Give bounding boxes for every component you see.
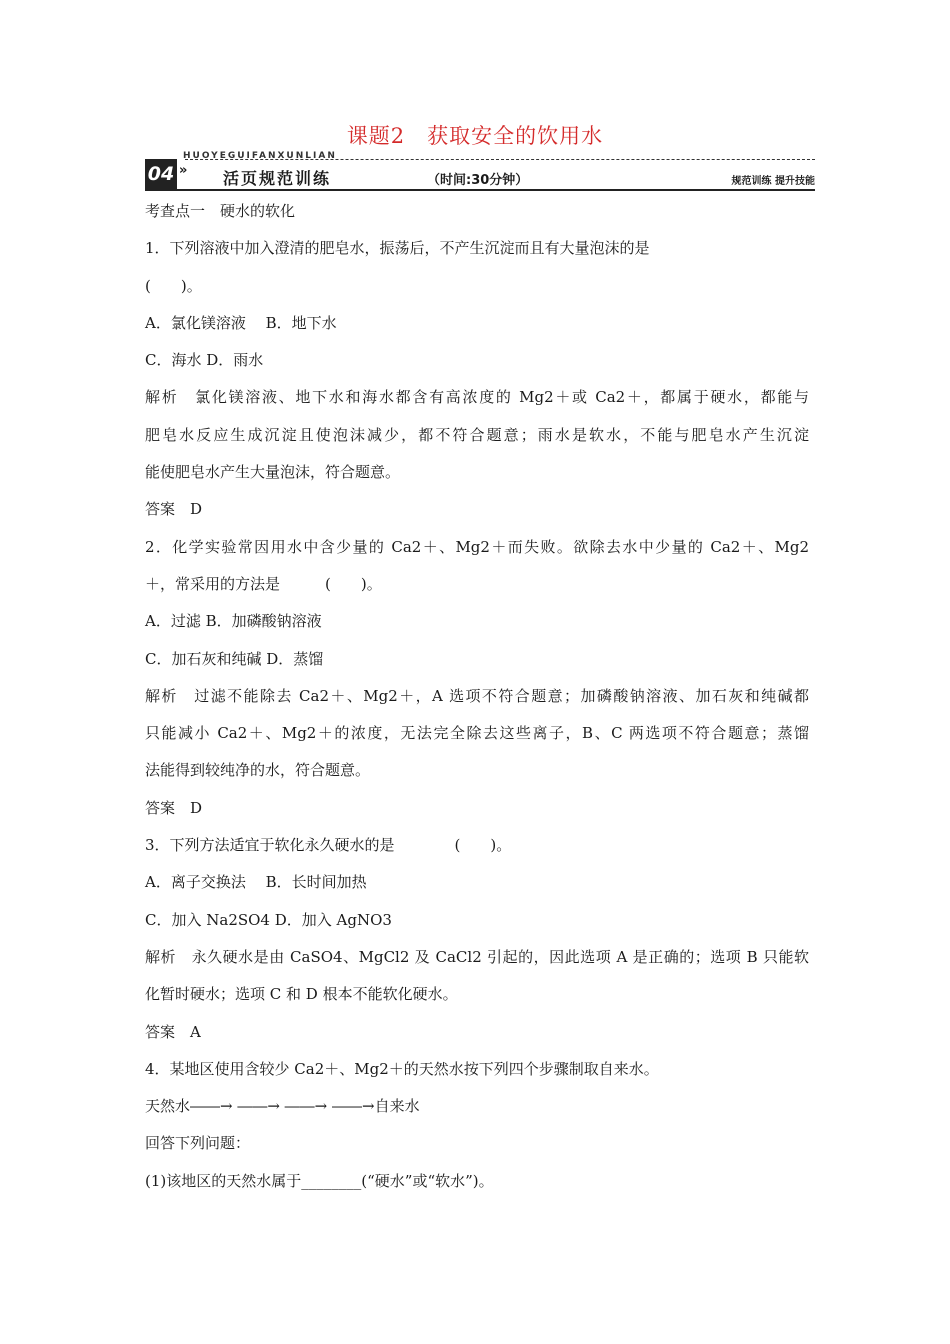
question-4-flow: 天然水――→ ――→ ――→ ――→自来水 [145,1097,420,1116]
question-2-options-ab: A．过滤 B．加磷酸钠溶液 [145,612,322,631]
question-1-analysis-line: 肥皂水反应生成沉淀且使泡沫减少，都不符合题意；雨水是软水，不能与肥皂水产生沉淀 [145,425,809,444]
question-2-analysis-line: 只能减小 Ca2＋、Mg2＋的浓度，无法完全除去这些离子，B、C 两选项不符合题意；蒸馏 [145,724,809,743]
question-3-options-ab: A．离子交换法 B．长时间加热 [145,873,367,892]
question-1-options-cd: C．海水 D．雨水 [145,351,264,370]
question-3-analysis-line: 解析 永久硬水是由 CaSO4、MgCl2 及 CaCl2 引起的，因此选项 A 是正确的；选项 B 只能软 [145,947,809,966]
section-banner [145,151,815,191]
question-3-answer: 答案 A [145,1022,201,1041]
chevron-icon: » [179,163,188,178]
document-body [145,196,809,1203]
question-1-stem: 1．下列溶液中加入澄清的肥皂水，振荡后，不产生沉淀而且有大量泡沫的是 [145,239,650,258]
question-1-analysis-line: 能使肥皂水产生大量泡沫，符合题意。 [145,463,401,482]
question-2-options-cd: C．加石灰和纯碱 D．蒸馏 [145,649,324,668]
question-4-sub-1: (1)该地区的天然水属于________(“硬水”或“软水”)。 [145,1171,494,1190]
question-3-analysis-line: 化暂时硬水；选项 C 和 D 根本不能软化硬水。 [145,985,458,1004]
question-1-blank: ( )。 [145,276,202,295]
banner-time-note: （时间:30分钟） [427,173,529,188]
question-3-stem: 3．下列方法适宜于软化永久硬水的是 ( )。 [145,836,512,855]
banner-pinyin: HUOYEGUIFANXUNLIAN [183,151,337,161]
question-1-options-ab: A．氯化镁溶液 B．地下水 [145,313,337,332]
question-3-options-cd: C．加入 Na2SO4 D．加入 AgNO3 [145,910,392,929]
question-2-answer: 答案 D [145,798,203,817]
question-2-stem-cont: ＋，常采用的方法是 ( )。 [145,574,382,593]
banner-section-title: 活页规范训练 [223,169,332,188]
question-2-stem: 2．化学实验常因用水中含少量的 Ca2＋、Mg2＋而失败。欲除去水中少量的 Ca2＋、Mg2 [145,537,809,556]
question-2-analysis-line: 解析 过滤不能除去 Ca2＋、Mg2＋，A 选项不符合题意；加磷酸钠溶液、加石灰和纯碱都 [145,686,809,705]
banner-rule [145,189,815,191]
question-1-answer: 答案 D [145,500,203,519]
question-1-analysis-line: 解析 氯化镁溶液、地下水和海水都含有高浓度的 Mg2＋或 Ca2＋，都属于硬水，都能与 [145,388,809,407]
section-heading: 考查点一 硬水的软化 [145,202,296,220]
question-4-prompt: 回答下列问题： [145,1134,251,1153]
question-4-stem: 4．某地区使用含较少 Ca2＋、Mg2＋的天然水按下列四个步骤制取自来水。 [145,1059,659,1078]
page-title: 课题2 获取安全的饮用水 [346,124,604,148]
question-2-analysis-line: 法能得到较纯净的水，符合题意。 [145,761,371,780]
banner-number-badge: 04 [145,159,177,189]
banner-slogan: 规范训练 提升技能 [731,176,815,187]
